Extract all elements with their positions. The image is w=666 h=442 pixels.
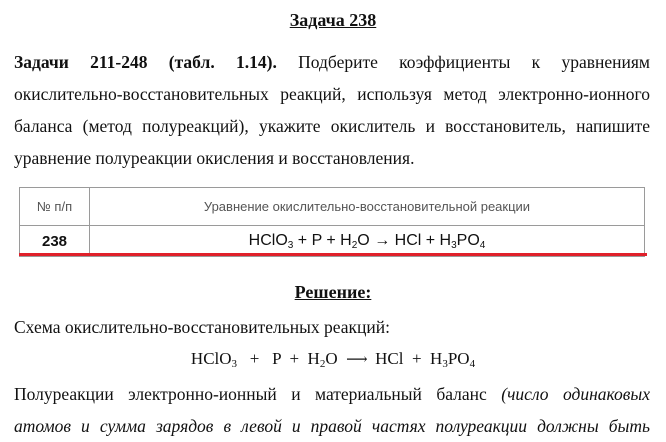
task-text-1: Подберите коэффициенты к уравнениям — [276, 52, 650, 72]
reaction-subscript: 2 — [351, 239, 358, 251]
equation-subscript: 2 — [319, 358, 326, 370]
reaction-arrow-icon: ⟶ — [346, 350, 367, 368]
task-description — [14, 46, 650, 174]
half-reactions-note: (число одинаковых — [501, 384, 651, 404]
solution-heading: Решение: — [294, 282, 372, 302]
scheme-label: Схема окислительно-восстановительных реакций: — [14, 317, 390, 337]
equation-subscript: 3 — [231, 358, 238, 370]
reaction-part: O → HCl + H — [357, 231, 452, 249]
equation-part: HClO — [190, 349, 232, 368]
table-header-row — [20, 188, 645, 226]
task-description-line-3: баланса (метод полуреакций), укажите окислитель и восстановитель, напишите — [14, 116, 650, 136]
task-description-line-4: уравнение полуреакции окисления и восстановления. — [14, 148, 415, 168]
reaction-part: + P + H — [293, 231, 352, 249]
task-description-line-2: окислительно-восстановительных реакций, используя метод электронно-ионного — [14, 84, 650, 104]
half-reactions-paragraph — [14, 378, 650, 442]
table-accent-line — [19, 253, 647, 256]
table-cell-number: 238 — [20, 226, 90, 257]
equation-part: PO — [447, 349, 470, 368]
page-title: Задача 238 — [289, 10, 377, 30]
table-header-number: № п/п — [20, 188, 90, 226]
reaction-subscript: 3 — [287, 239, 294, 251]
half-reactions-note-continued: атомов и сумма зарядов в левой и правой частях полуреакции должны быть — [14, 416, 650, 436]
reaction-part: HClO — [248, 231, 288, 249]
table-cell-reaction — [90, 226, 645, 257]
table-header-equation: Уравнение окислительно-восстановительной реакции — [90, 188, 645, 226]
equation-subscript: 3 — [442, 358, 448, 370]
reaction-subscript: 3 — [451, 239, 457, 251]
task-reference: Задачи 211-248 (табл. 1.14). — [14, 52, 277, 72]
reaction-subscript: 4 — [479, 239, 486, 251]
reaction-equation — [0, 349, 666, 370]
reaction-part: PO — [456, 231, 480, 249]
half-reactions-line-2 — [14, 410, 650, 442]
task-table — [19, 187, 645, 257]
equation-part: O — [325, 349, 347, 368]
equation-part: HCl + H — [366, 349, 443, 368]
table-row — [20, 226, 645, 257]
half-reactions-text: Полуреакции электронно-ионный и материальный баланс — [14, 384, 502, 404]
equation-part: + P + H — [237, 349, 320, 368]
equation-subscript: 4 — [469, 358, 476, 370]
task-description-line-1 — [14, 46, 650, 78]
half-reactions-line-1 — [14, 378, 650, 410]
